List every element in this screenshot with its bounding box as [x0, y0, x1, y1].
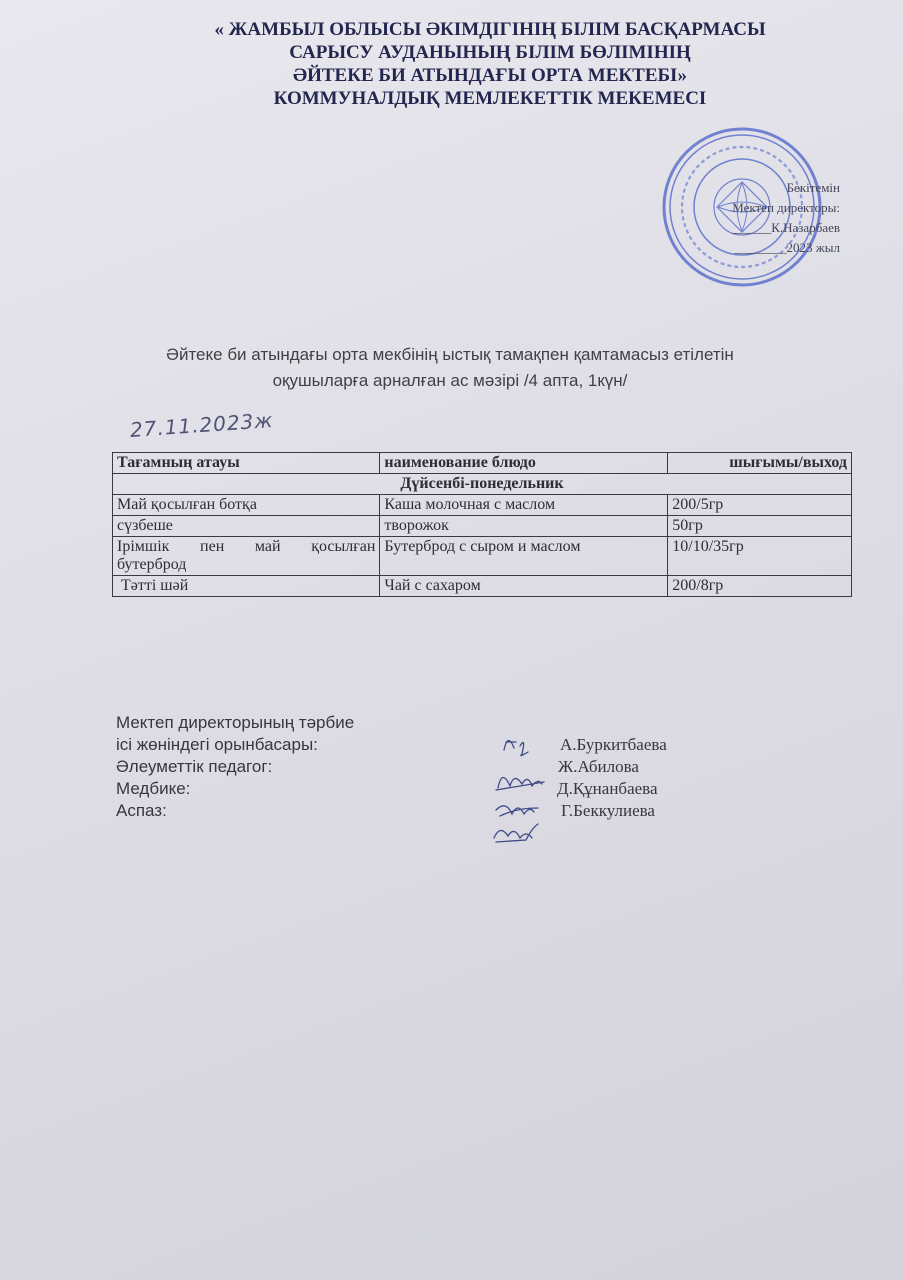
deputy-name: А.Буркитбаева	[560, 735, 667, 754]
signer-cook	[116, 800, 736, 822]
table-day-row	[113, 474, 852, 495]
signatures-block	[116, 712, 736, 822]
signer-deputy-title	[116, 712, 736, 734]
header-line-3: ӘЙТЕКЕ БИ АТЫНДАҒЫ ОРТА МЕКТЕБІ»	[293, 65, 687, 86]
table-row	[113, 516, 852, 537]
nurse-name: Д.Құнанбаева	[557, 779, 658, 798]
menu-title-line-2: оқушыларға арналған ас мәзірі /4 апта, 1күн/	[272, 371, 628, 390]
signature-scribbles-icon	[492, 728, 552, 858]
dish-output: 50гр	[668, 516, 852, 537]
dish-ru: творожок	[380, 516, 668, 537]
header-output: шығымы/выход	[668, 453, 852, 474]
dish-ru: Каша молочная с маслом	[380, 495, 668, 516]
dish-kz-line-1: Ірімшік пен май қосылған	[117, 538, 376, 555]
social-name: Ж.Абилова	[558, 757, 639, 776]
dish-kz-line-2: бутерброд	[117, 556, 187, 573]
dish-kz: сүзбеше	[113, 516, 380, 537]
dish-kz: Май қосылған ботқа	[113, 495, 380, 516]
approval-block	[690, 178, 840, 258]
table-row	[113, 495, 852, 516]
header-line-4: КОММУНАЛДЫҚ МЕМЛЕКЕТТІК МЕКЕМЕСІ	[273, 88, 707, 109]
header-line-2: САРЫСУ АУДАНЫНЫҢ БІЛІМ БӨЛІМІНІҢ	[289, 42, 691, 63]
table-row	[113, 537, 852, 576]
deputy-role-line-2: ісі жөніндегі орынбасары:	[116, 735, 318, 754]
menu-title-line-1: Әйтеке би атындағы орта мекбінің ыстық тамақпен қамтамасыз етілетін	[166, 345, 734, 364]
header-ru-name: наименование блюдо	[380, 453, 668, 474]
deputy-role-line-1: Мектеп директорының тәрбие	[116, 713, 355, 732]
header-line-1: « ЖАМБЫЛ ОБЛЫСЫ ӘКІМДІГІНІҢ БІЛІМ БАСҚАРМАСЫ	[214, 19, 766, 40]
approval-line-4: ________2023 жыл	[734, 240, 840, 255]
signer-nurse	[116, 778, 736, 800]
nurse-role: Медбике:	[116, 779, 191, 798]
approval-line-2: Мектеп директоры:	[732, 200, 840, 215]
dish-kz: Тәтті шәй	[113, 576, 380, 597]
signer-social	[116, 756, 736, 778]
header-kz-name: Тағамның атауы	[113, 453, 380, 474]
day-label: Дүйсенбі-понедельник	[113, 474, 852, 495]
dish-ru: Чай с сахаром	[380, 576, 668, 597]
handwritten-date: 27.11.2023ж	[129, 408, 275, 442]
cook-name: Г.Беккулиева	[561, 801, 655, 820]
dish-output: 200/8гр	[668, 576, 852, 597]
table-row	[113, 576, 852, 597]
dish-kz	[113, 537, 380, 576]
menu-title	[120, 342, 780, 394]
cook-role: Аспаз:	[116, 801, 167, 820]
approval-line-1: Бекітемін	[786, 180, 840, 195]
dish-output: 10/10/35гр	[668, 537, 852, 576]
menu-table	[112, 452, 852, 597]
signer-deputy	[116, 734, 736, 756]
social-role: Әлеуметтік педагог:	[116, 757, 273, 776]
dish-ru: Бутерброд с сыром и маслом	[380, 537, 668, 576]
organization-header	[120, 18, 860, 110]
approval-line-3: ______К.Назарбаев	[732, 220, 840, 235]
table-header-row	[113, 453, 852, 474]
dish-output: 200/5гр	[668, 495, 852, 516]
